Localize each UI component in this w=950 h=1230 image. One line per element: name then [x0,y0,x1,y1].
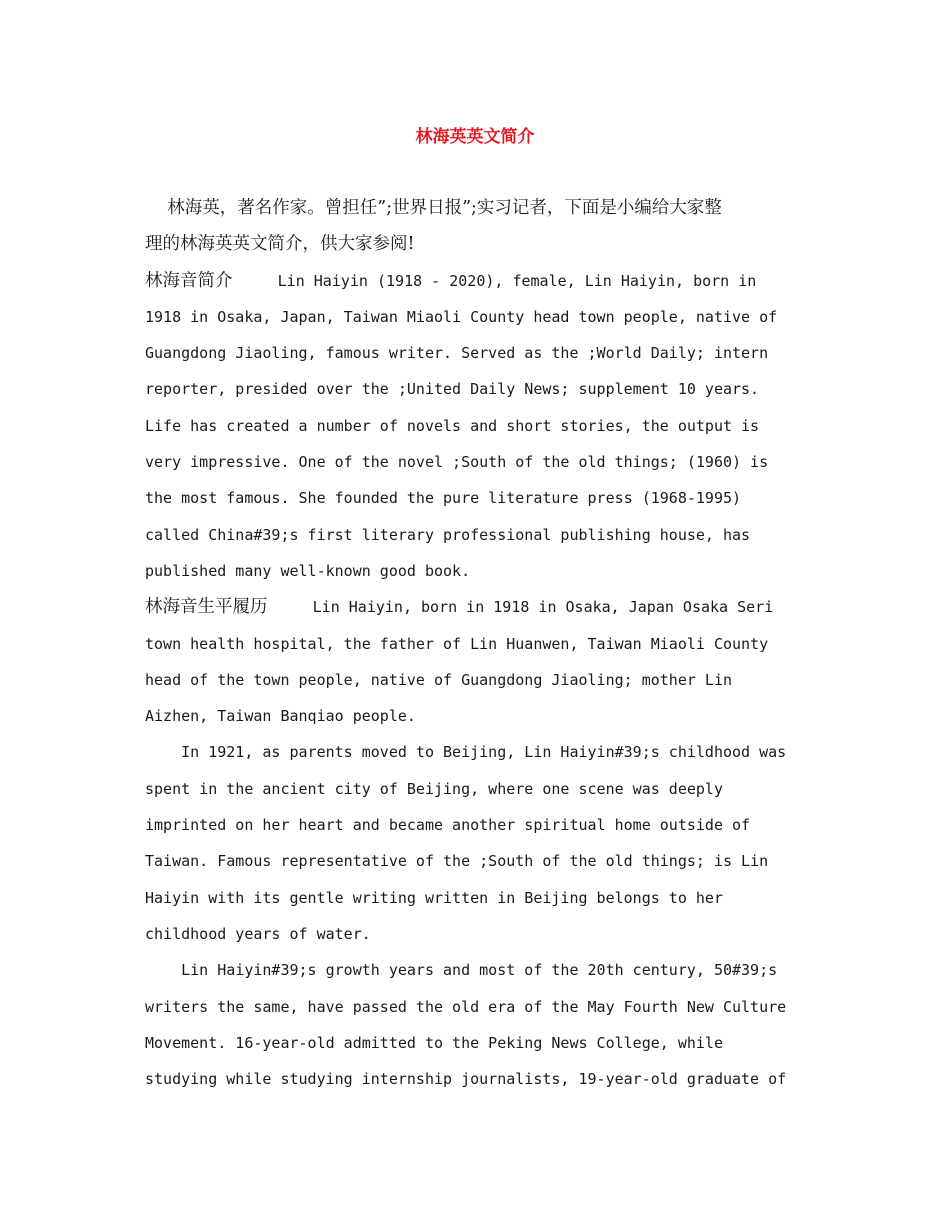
text-line: head of the town people, native of Guangdong Jiaoling; mother Lin [145,670,732,689]
intro-line: 理的林海英英文简介，供大家参阅! [145,234,415,255]
section-text: Lin Haiyin (1918 - 2020), female, Lin Haiyin, born in [277,271,757,290]
text-line: spent in the ancient city of Beijing, where one scene was deeply [145,779,723,798]
text-line: town health hospital, the father of Lin Huanwen, Taiwan Miaoli County [145,634,769,653]
text-line: the most famous. She founded the pure literature press (1968-1995) [145,489,742,508]
text-line: Movement. 16-year-old admitted to the Peking News College, while [145,1033,723,1052]
section-text: Lin Haiyin, born in 1918 in Osaka, Japan Osaka Seri [312,598,774,617]
text-line: Guangdong Jiaoling, famous writer. Served as the ;World Daily; intern [145,344,769,363]
text-line: Haiyin with its gentle writing written in Beijing belongs to her [145,888,723,907]
text-line: Life has created a number of novels and short stories, the output is [145,416,760,435]
text-line: writers the same, have passed the old era of the May Fourth New Culture [145,997,787,1016]
section-heading: 林海音生平履历 [145,597,268,618]
section-first-line [145,263,815,299]
text-line: studying while studying internship journalists, 19-year-old graduate of [145,1070,787,1089]
text-line: reporter, presided over the ;United Daily News; supplement 10 years. [145,380,760,399]
text-line: published many well-known good book. [145,561,471,580]
section-heading: 林海音简介 [145,270,233,291]
document-body [145,190,815,1097]
text-line: Taiwan. Famous representative of the ;South of the old things; is Lin [145,852,769,871]
text-line: In 1921, as parents moved to Beijing, Lin Haiyin#39;s childhood was [145,743,787,762]
section-first-line [145,589,815,625]
document-title: 林海英英文简介 [415,127,535,147]
text-line: childhood years of water. [145,924,371,943]
text-line: very impressive. One of the novel ;South of the old things; (1960) is [145,453,769,472]
text-line: Aizhen, Taiwan Banqiao people. [145,707,416,726]
text-line: called China#39;s first literary professional publishing house, has [145,525,751,544]
intro-line: 林海英，著名作家。曾担任”;世界日报”;实习记者，下面是小编给大家整 [145,198,722,218]
text-line: Lin Haiyin#39;s growth years and most of the 20th century, 50#39;s [145,961,778,980]
text-line: imprinted on her heart and became another spiritual home outside of [145,816,751,835]
text-line: 1918 in Osaka, Japan, Taiwan Miaoli County head town people, native of [145,307,778,326]
